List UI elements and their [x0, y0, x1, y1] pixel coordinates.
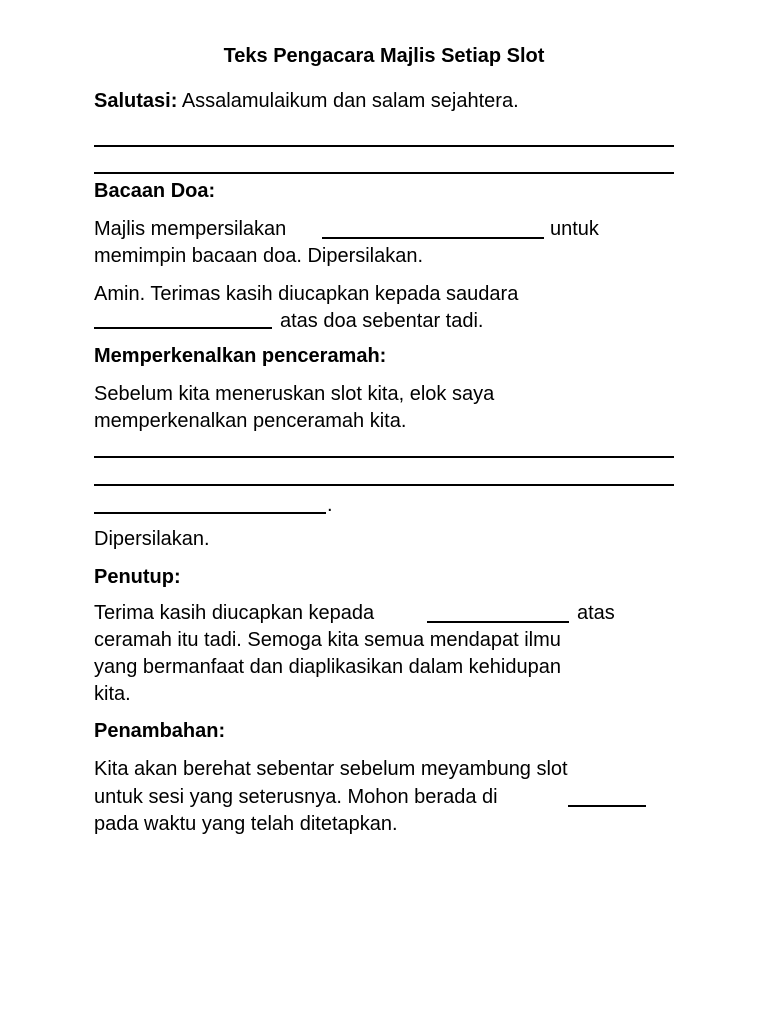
salutasi-line	[94, 87, 519, 115]
salutasi-label: Salutasi:	[94, 90, 178, 112]
memperkenalkan-line-1: Sebelum kita meneruskan slot kita, elok saya	[94, 383, 495, 405]
memperkenalkan-blank-line-1	[94, 456, 674, 458]
bacaan-doa-line-3: Amin. Terimas kasih diucapkan kepada saudara	[94, 283, 519, 305]
penambahan-line-3: pada waktu yang telah ditetapkan.	[94, 813, 398, 835]
penambahan-line-2-before: untuk sesi yang seterusnya. Mohon berada di	[94, 786, 498, 808]
penutup-line-2: ceramah itu tadi. Semoga kita semua mendapat ilmu	[94, 629, 561, 651]
memperkenalkan-dipersilakan: Dipersilakan.	[94, 528, 210, 550]
penutup-heading: Penutup:	[94, 566, 181, 588]
salutasi-blank-line-2	[94, 172, 674, 174]
penambahan-heading: Penambahan:	[94, 720, 226, 742]
penambahan-line-1: Kita akan berehat sebentar sebelum meyambung slot	[94, 758, 568, 780]
document-page	[94, 0, 674, 1024]
salutasi-text: Assalamulaikum dan salam sejahtera.	[181, 90, 519, 112]
bacaan-doa-line-4-after: atas doa sebentar tadi.	[280, 310, 484, 332]
penutup-line-1-before: Terima kasih diucapkan kepada	[94, 602, 375, 624]
memperkenalkan-line-end: .	[327, 494, 333, 516]
bacaan-doa-blank-name	[322, 237, 544, 239]
memperkenalkan-blank-line-2	[94, 484, 674, 486]
penutup-line-3: yang bermanfaat dan diaplikasikan dalam kehidupan	[94, 656, 561, 678]
penambahan-blank-place	[568, 805, 646, 807]
memperkenalkan-line-2: memperkenalkan penceramah kita.	[94, 410, 407, 432]
bacaan-doa-heading: Bacaan Doa:	[94, 180, 216, 202]
bacaan-doa-line-1-after: untuk	[550, 218, 599, 240]
bacaan-doa-line-2: memimpin bacaan doa. Dipersilakan.	[94, 245, 424, 267]
penutup-blank-name	[427, 621, 569, 623]
bacaan-doa-line-1-before: Majlis mempersilakan	[94, 218, 287, 240]
penutup-line-1-after: atas	[577, 602, 615, 624]
salutasi-blank-line-1	[94, 145, 674, 147]
bacaan-doa-blank-saudara	[94, 327, 272, 329]
memperkenalkan-blank-line-3	[94, 512, 326, 514]
penutup-line-4: kita.	[94, 683, 131, 705]
memperkenalkan-heading: Memperkenalkan penceramah:	[94, 345, 387, 367]
document-title: Teks Pengacara Majlis Setiap Slot	[223, 45, 545, 67]
